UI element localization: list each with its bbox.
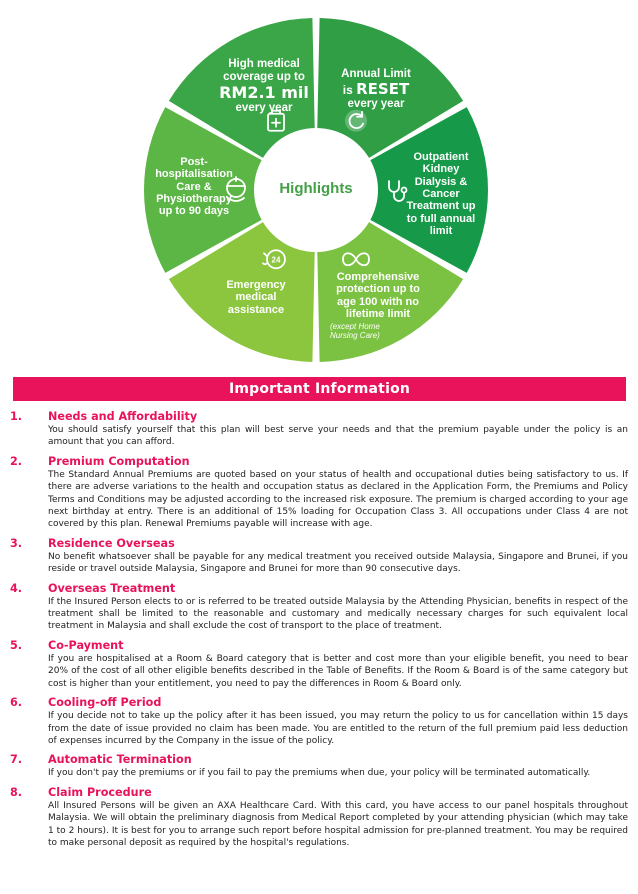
post-hosp-line-5: up to 90 days [158, 205, 230, 218]
section-title: Claim Procedure [48, 785, 152, 799]
segment-emergency-text [214, 279, 298, 316]
section-automatic-termination [10, 753, 628, 779]
section-number: 1. [10, 410, 23, 423]
outpatient-line-1: Outpatient [413, 151, 469, 163]
coverage-amount: RM2.1 mil [219, 82, 309, 102]
comprehensive-note [330, 323, 430, 341]
outpatient-line-4: Cancer [422, 187, 460, 200]
highlights-wheel [0, 0, 638, 362]
section-number: 6. [10, 696, 23, 710]
highlights-title: Highlights [279, 180, 353, 197]
section-body: The Standard Annual Premiums are quoted based on your status of health and occupational duties being satisfactory to us. If there are adverse variations to the health and occupation status as declared in the Application Form, the Premiums and Policy Terms and Conditions may be adjusted according to the increased risk exposure. The premium is charged according to your age next birthday at entry. There is an additional of 15% loading for Occupation Class 3. All occupations under Class 4 are not covered by this plan. Renewal Premiums payable will increase with age. [48, 469, 628, 530]
outpatient-line-6: to full annual [406, 212, 476, 225]
section-title: Needs and Affordability [48, 410, 198, 423]
section-number: 3. [10, 536, 23, 550]
refresh-icon [345, 110, 367, 132]
outpatient-line-2: Kidney [422, 163, 460, 176]
comprehensive-note-line-1: (except Home [330, 322, 380, 332]
section-number: 2. [10, 454, 23, 468]
post-hosp-line-3: Care & [176, 180, 212, 193]
important-information-banner: Important Information [13, 377, 626, 401]
section-body: All Insured Persons will be given an AXA Healthcare Card. With this card, you have access to our panel hospitals throughout Malaysia. We will obtain the preliminary diagnosis from Medical Report completed by your attending physician (which may take 1 to 2 hours). It is best for you to arrange such report before hospital admission for pre-planned treatment. You may be required to make personal deposit as required by the hospital's regulations. [48, 800, 628, 848]
section-body: If the Insured Person elects to or is referred to be treated outside Malaysia by the Attending Physician, benefits in respect of the treatment shall be limited to the reasonable and customary and medically necessary charges for such equivalent local treatment in Malaysia and shall exclude the cost of transport to the place of treatment. [48, 596, 628, 632]
segment-post-hosp-text [148, 156, 240, 218]
annual-limit-reset: RESET [356, 79, 410, 98]
section-number: 8. [10, 785, 23, 799]
emergency-line-3: assistance [227, 303, 285, 316]
annual-limit-period: every year [347, 97, 405, 110]
section-body: If you don't pay the premiums or if you fail to pay the premiums when due, your policy will be terminated automatically. [48, 768, 591, 779]
post-hosp-line-2: hospitalisation [155, 168, 233, 181]
section-title: Overseas Treatment [48, 581, 176, 595]
emergency-line-1: Emergency [226, 279, 286, 291]
section-number: 4. [10, 581, 23, 595]
outpatient-line-7: limit [429, 224, 453, 237]
segment-coverage-text [212, 58, 316, 115]
segment-outpatient-text [398, 151, 484, 237]
section-body: No benefit whatsoever shall be payable for any medical treatment you received outside Malaysia, Singapore and Brunei, if you reside or travel outside Malaysia, Singapore and Brunei for more than 90 consecutive days. [48, 551, 628, 575]
section-body: You should satisfy yourself that this plan will best serve your needs and that the premium payable under the policy is an amount that you can afford. [48, 425, 628, 448]
comprehensive-note-line-2: Nursing Care) [330, 331, 380, 341]
important-information-list [10, 410, 628, 855]
section-overseas-treatment [10, 582, 628, 633]
section-title: Cooling-off Period [48, 696, 162, 710]
outpatient-line-3: Dialysis & [414, 175, 468, 188]
24-hour-label: 24 [271, 255, 281, 265]
section-claim-procedure [10, 786, 628, 850]
section-co-payment [10, 639, 628, 690]
section-needs-affordability [10, 410, 628, 449]
section-body: If you are hospitalised at a Room & Board category that is better and cost more than your eligible benefit, you need to bear 20% of the cost of all other eligible benefits described in the Table of Benefits. If the Room & Board is of the same category but cost is higher than your entitlement, you need to pay the differences in Room & Board only. [48, 653, 628, 689]
post-hosp-line-4: Physiotherapy [156, 192, 232, 205]
outpatient-line-5: Treatment up [406, 200, 476, 213]
comprehensive-line-1: Comprehensive [336, 271, 420, 283]
segment-comprehensive-text [326, 271, 430, 341]
coverage-line-1: High medical [228, 58, 300, 70]
section-title: Co-Payment [48, 638, 124, 652]
section-title: Automatic Termination [48, 753, 192, 767]
section-premium-computation [10, 455, 628, 531]
section-number: 5. [10, 638, 23, 652]
section-residence-overseas [10, 537, 628, 576]
annual-limit-line-1: Annual Limit [341, 68, 411, 80]
comprehensive-line-4: lifetime limit [345, 307, 411, 320]
annual-limit-prefix: is [342, 82, 357, 97]
section-title: Premium Computation [48, 454, 190, 468]
section-title: Residence Overseas [48, 536, 175, 550]
section-body: If you decide not to take up the policy after it has been issued, you may return the policy to us for cancellation within 15 days from the date of issue provided no claim has been made. You are entitled to the return of the full premium paid less deduction of expenses incurred by the Company in the issue of the policy. [48, 711, 628, 746]
segment-annual-limit-text [328, 68, 424, 111]
coverage-line-2: coverage up to [223, 70, 305, 83]
section-number: 7. [10, 753, 23, 767]
section-cooling-off-period [10, 696, 628, 747]
post-hosp-line-1: Post- [180, 156, 208, 168]
coverage-period: every year [235, 101, 293, 114]
comprehensive-line-3: age 100 with no [337, 295, 419, 308]
comprehensive-line-2: protection up to [336, 283, 420, 296]
emergency-line-2: medical [235, 291, 277, 304]
